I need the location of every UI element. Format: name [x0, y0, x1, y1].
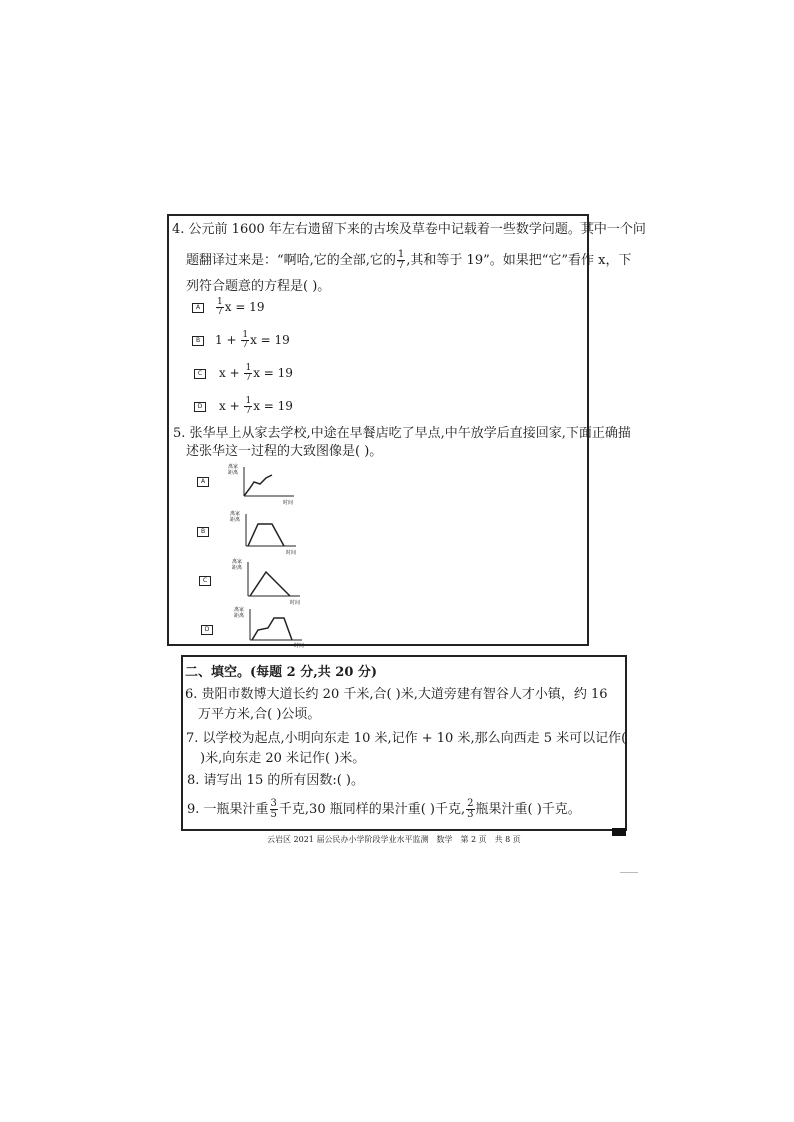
svg-text:距离: 距离 — [228, 470, 239, 476]
svg-text:时间: 时间 — [283, 500, 294, 506]
svg-text:距离: 距离 — [230, 517, 241, 523]
q5-option-c-box[interactable]: C — [199, 576, 211, 586]
q8-line: 8. 请写出 15 的所有因数:( )。 — [187, 773, 364, 788]
q4-line1: 4. 公元前 1600 年左右遗留下来的古埃及草卷中记载着一些数学问题。其中一个问 — [172, 222, 646, 237]
q5-graph-a — [228, 462, 298, 506]
q5-graph-b — [230, 508, 300, 556]
q4-option-a-text: $\frac{1}{7}$ x = 19 — [217, 297, 265, 317]
q4-option-b-box[interactable]: B — [192, 336, 204, 346]
svg-text:离家: 离家 — [234, 607, 245, 613]
q5-option-d-box[interactable]: D — [201, 625, 213, 635]
svg-text:距离: 距离 — [234, 613, 245, 619]
page-footer: 云岩区 2021 届公民办小学阶段学业水平监测 数学 第 2 页 共 8 页 — [267, 835, 521, 844]
q7-line2: )米,向东走 20 米记作( )米。 — [200, 751, 366, 766]
scan-mark-bottom — [620, 872, 638, 873]
q6-line1: 6. 贵阳市数博大道长约 20 千米,合( )米,大道旁建有智谷人才小镇，约 16 — [185, 687, 608, 702]
q5-graph-d — [234, 604, 306, 650]
q6-line2: 万平方米,合( )公顷。 — [198, 707, 321, 722]
svg-text:时间: 时间 — [286, 550, 297, 556]
svg-text:离家: 离家 — [228, 464, 239, 470]
q5-option-a-box[interactable]: A — [197, 477, 209, 487]
q4-line2: 题翻译过来是：“啊哈,它的全部,它的 $\frac{1}{7}$ ,其和等于 19”。如果把“它”看作 x，下 — [186, 249, 632, 271]
q5-line1: 5. 张华早上从家去学校,中途在早餐店吃了早点,中午放学后直接回家,下面正确描 — [173, 426, 631, 441]
corner-mark — [612, 828, 626, 836]
q4-option-c-text: x + $\frac{1}{7}$ x = 19 — [219, 363, 293, 383]
svg-text:离家: 离家 — [232, 559, 243, 565]
q4-option-b-text: 1 + $\frac{1}{7}$ x = 19 — [215, 330, 290, 350]
svg-text:时间: 时间 — [290, 600, 301, 606]
section2-heading: 二、填空。(每题 2 分,共 20 分) — [185, 665, 378, 680]
q9-line: 9. 一瓶果汁重 $\frac{3}{5}$ 千克,30 瓶同样的果汁重( )千克, $\frac{2}{3}$ 瓶果汁重( )千克。 — [187, 798, 581, 820]
q5-option-b-box[interactable]: B — [197, 527, 209, 537]
q4-fraction: $\frac{1}{7}$ — [397, 249, 405, 271]
q5-graph-c — [232, 556, 304, 606]
q5-line2: 述张华这一过程的大致图像是( )。 — [186, 444, 383, 459]
q7-line1: 7. 以学校为起点,小明向东走 10 米,记作 + 10 米,那么向西走 5 米可以记作( — [186, 731, 627, 746]
q4-option-a-box[interactable]: A — [192, 303, 204, 313]
svg-text:离家: 离家 — [230, 511, 241, 517]
svg-text:距离: 距离 — [232, 565, 243, 571]
q4-line3: 列符合题意的方程是( )。 — [186, 279, 331, 294]
q4-option-c-box[interactable]: C — [194, 369, 206, 379]
q4-option-d-text: x + $\frac{1}{7}$ x = 19 — [219, 396, 293, 416]
q4-option-d-box[interactable]: D — [194, 402, 206, 412]
svg-text:时间: 时间 — [294, 643, 305, 649]
